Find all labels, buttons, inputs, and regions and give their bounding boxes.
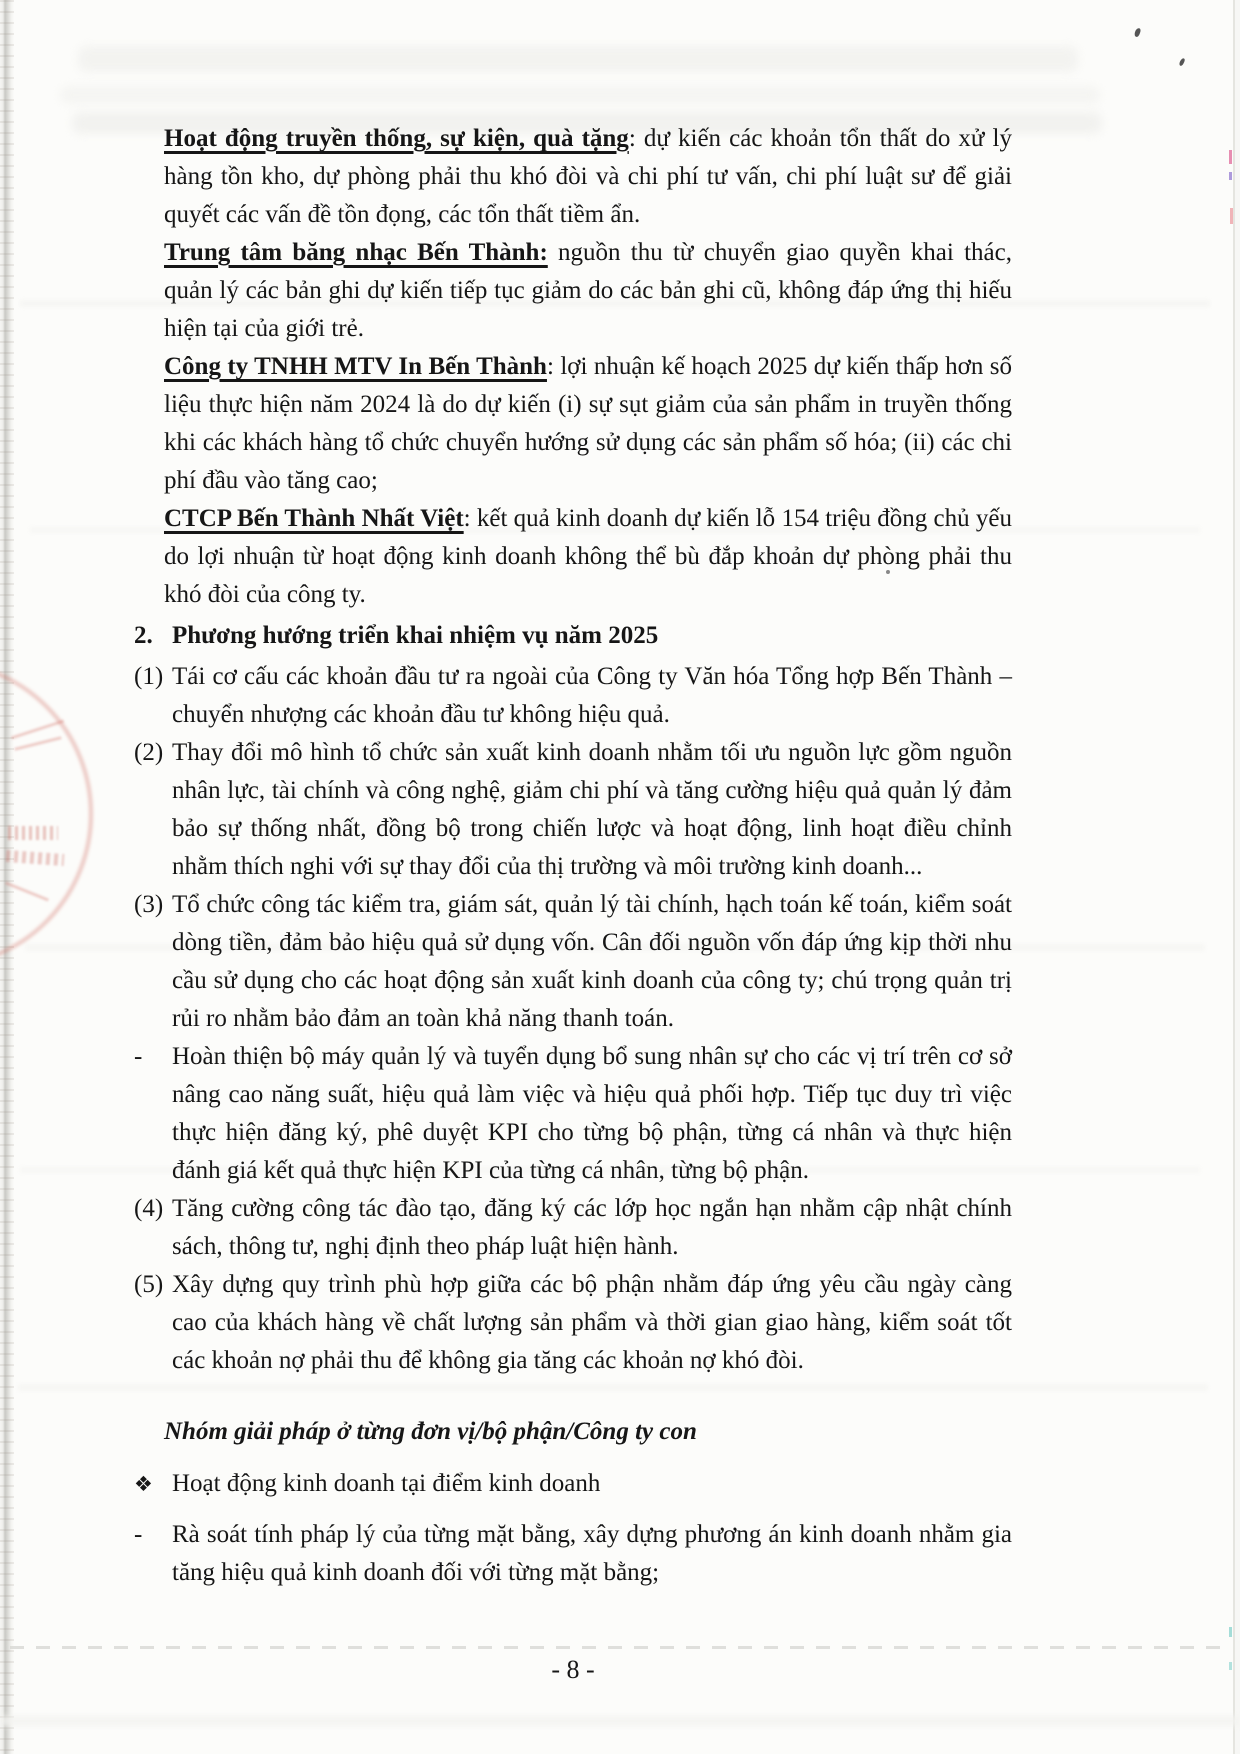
list-item <box>134 1266 1012 1380</box>
list-item <box>134 886 1012 1038</box>
bleedthrough-artifact <box>78 46 1078 72</box>
scan-streak-artifact <box>10 1646 1225 1649</box>
red-stamp-remnant-arc <box>0 660 93 968</box>
section-title: Phương hướng triển khai nhiệm vụ năm 2025 <box>172 622 659 649</box>
paragraph-communications <box>164 120 1012 234</box>
list-item-marker: (5) <box>134 1271 164 1298</box>
list-item-text: Xây dựng quy trình phù hợp giữa các bộ phận nhằm đáp ứng yêu cầu ngày càng cao của khách hàng về chất lượng sản phẩm và thời gian giao hàng, kiểm soát tốt các khoản nợ phải thu để không gia tăng các khoản nợ khó đòi. <box>172 1271 1012 1374</box>
paragraph-lead: Công ty TNHH MTV In Bến Thành <box>164 353 547 380</box>
list-item-text: Thay đổi mô hình tổ chức sản xuất kinh doanh nhằm tối ưu nguồn lực gồm nguồn nhân lực, tài chính và công nghệ, giảm chi phí và tăng cường hiệu quả quản lý đảm bảo sự thống nhất, đồng bộ trong chiến lược và hoạt động, linh hoạt điều chỉnh nhằm thích nghi với sự thay đổi của thị trường và môi trường kinh doanh... <box>172 739 1012 880</box>
bullet-item <box>134 1465 1012 1503</box>
paragraph-lead: Hoạt động truyền thống, sự kiện, quà tặng <box>164 125 629 152</box>
list-item-marker: (2) <box>134 739 164 766</box>
paragraph-music-center <box>164 234 1012 348</box>
list-item-text: Tăng cường công tác đào tạo, đăng ký các lớp học ngắn hạn nhằm cập nhật chính sách, thông tư, nghị định theo pháp luật hiện hành. <box>172 1195 1012 1260</box>
document-body <box>134 120 1012 1592</box>
color-tick-artifact <box>1230 208 1233 224</box>
paragraph-text: nguồn thu từ chuyển giao quyền khai thác, quản lý các bản ghi dự kiến tiếp tục giảm do các bản ghi cũ, không đáp ứng thị hiếu hiện tại của giới trẻ. <box>164 239 1012 342</box>
scan-right-paper-edge <box>1235 0 1240 1754</box>
color-tick-artifact <box>1229 1662 1232 1670</box>
bleedthrough-artifact <box>60 86 1100 104</box>
subsection-heading: Nhóm giải pháp ở từng đơn vị/bộ phận/Công ty con <box>164 1418 697 1445</box>
paragraph-text: : lợi nhuận kế hoạch 2025 dự kiến thấp hơn số liệu thực hiện năm 2024 là do dự kiến (i) sự sụt giảm của sản phẩm in truyền thống khi các khách hàng tổ chức chuyển hướng sử dụng các sản phẩm số hóa; (ii) các chi phí đầu vào tăng cao; <box>164 353 1012 494</box>
color-tick-artifact <box>1229 172 1232 180</box>
dash-marker: - <box>134 1043 143 1070</box>
list-item-text: Tổ chức công tác kiểm tra, giám sát, quản lý tài chính, hạch toán kế toán, kiểm soát dòng tiền, đảm bảo hiệu quả sử dụng vốn. Cân đối nguồn vốn đáp ứng kịp thời nhu cầu sử dụng cho các hoạt động sản xuất kinh doanh của công ty; chú trọng quản trị rủi ro nhằm bảo đảm an toàn khả năng thanh toán. <box>172 891 1012 1032</box>
paragraph-nhat-viet <box>164 500 1012 614</box>
dash-marker: - <box>134 1521 143 1548</box>
red-stamp-remnant <box>8 826 58 840</box>
list-item-text: Rà soát tính pháp lý của từng mặt bằng, xây dựng phương án kinh doanh nhằm gia tăng hiệu quả kinh doanh đối với từng mặt bằng; <box>172 1521 1012 1586</box>
color-tick-artifact <box>1229 150 1232 164</box>
paragraph-printing-company <box>164 348 1012 500</box>
list-item-text: Tái cơ cấu các khoản đầu tư ra ngoài của Công ty Văn hóa Tổng hợp Bến Thành – chuyển nhượng các khoản đầu tư không hiệu quả. <box>172 663 1012 728</box>
bullet-item-text: Hoạt động kinh doanh tại điểm kinh doanh <box>172 1470 601 1497</box>
color-tick-artifact <box>1229 1627 1232 1637</box>
page-number: - 8 - <box>551 1655 595 1684</box>
list-item <box>134 1190 1012 1266</box>
paragraph-lead: CTCP Bến Thành Nhất Việt <box>164 505 464 532</box>
dash-list-item <box>134 1516 1012 1592</box>
list-item <box>134 734 1012 886</box>
dash-list-item <box>134 1038 1012 1190</box>
section-heading <box>134 617 1012 655</box>
list-item-text: Hoàn thiện bộ máy quản lý và tuyển dụng bổ sung nhân sự cho các vị trí trên cơ sở nâng cao năng suất, hiệu quả làm việc và hiệu quả phối hợp. Tiếp tục duy trì việc thực hiện đăng ký, phê duyệt KPI cho từng bộ phận, từng cá nhân và thực hiện đánh giá kết quả thực hiện KPI của từng cá nhân, từng bộ phận. <box>172 1043 1012 1184</box>
list-item-marker: (4) <box>134 1195 164 1222</box>
paragraph-text: : kết quả kinh doanh dự kiến lỗ 154 triệu đồng chủ yếu do lợi nhuận từ hoạt động kinh doanh không thể bù đắp khoản dự phòng phải thu khó đòi của công ty. <box>164 505 1013 608</box>
list-item-marker: (3) <box>134 891 164 918</box>
section-number: 2. <box>134 622 153 649</box>
paragraph-lead: Trung tâm băng nhạc Bến Thành: <box>164 239 548 266</box>
paragraph-text: : dự kiến các khoản tổn thất do xử lý hàng tồn kho, dự phòng phải thu khó đòi và chi phí tư vấn, chi phí luật sư để giải quyết các vấn đề tồn đọng, các tổn thất tiềm ẩn. <box>164 125 1012 228</box>
list-item <box>134 658 1012 734</box>
list-item-marker: (1) <box>134 663 164 690</box>
ink-speck-artifact <box>1134 27 1142 37</box>
ink-speck-artifact <box>1179 58 1186 67</box>
diamond-bullet-icon: ❖ <box>134 1472 153 1496</box>
scan-right-edge-line-artifact <box>1233 0 1235 1754</box>
scan-streak-artifact <box>0 1716 1240 1726</box>
